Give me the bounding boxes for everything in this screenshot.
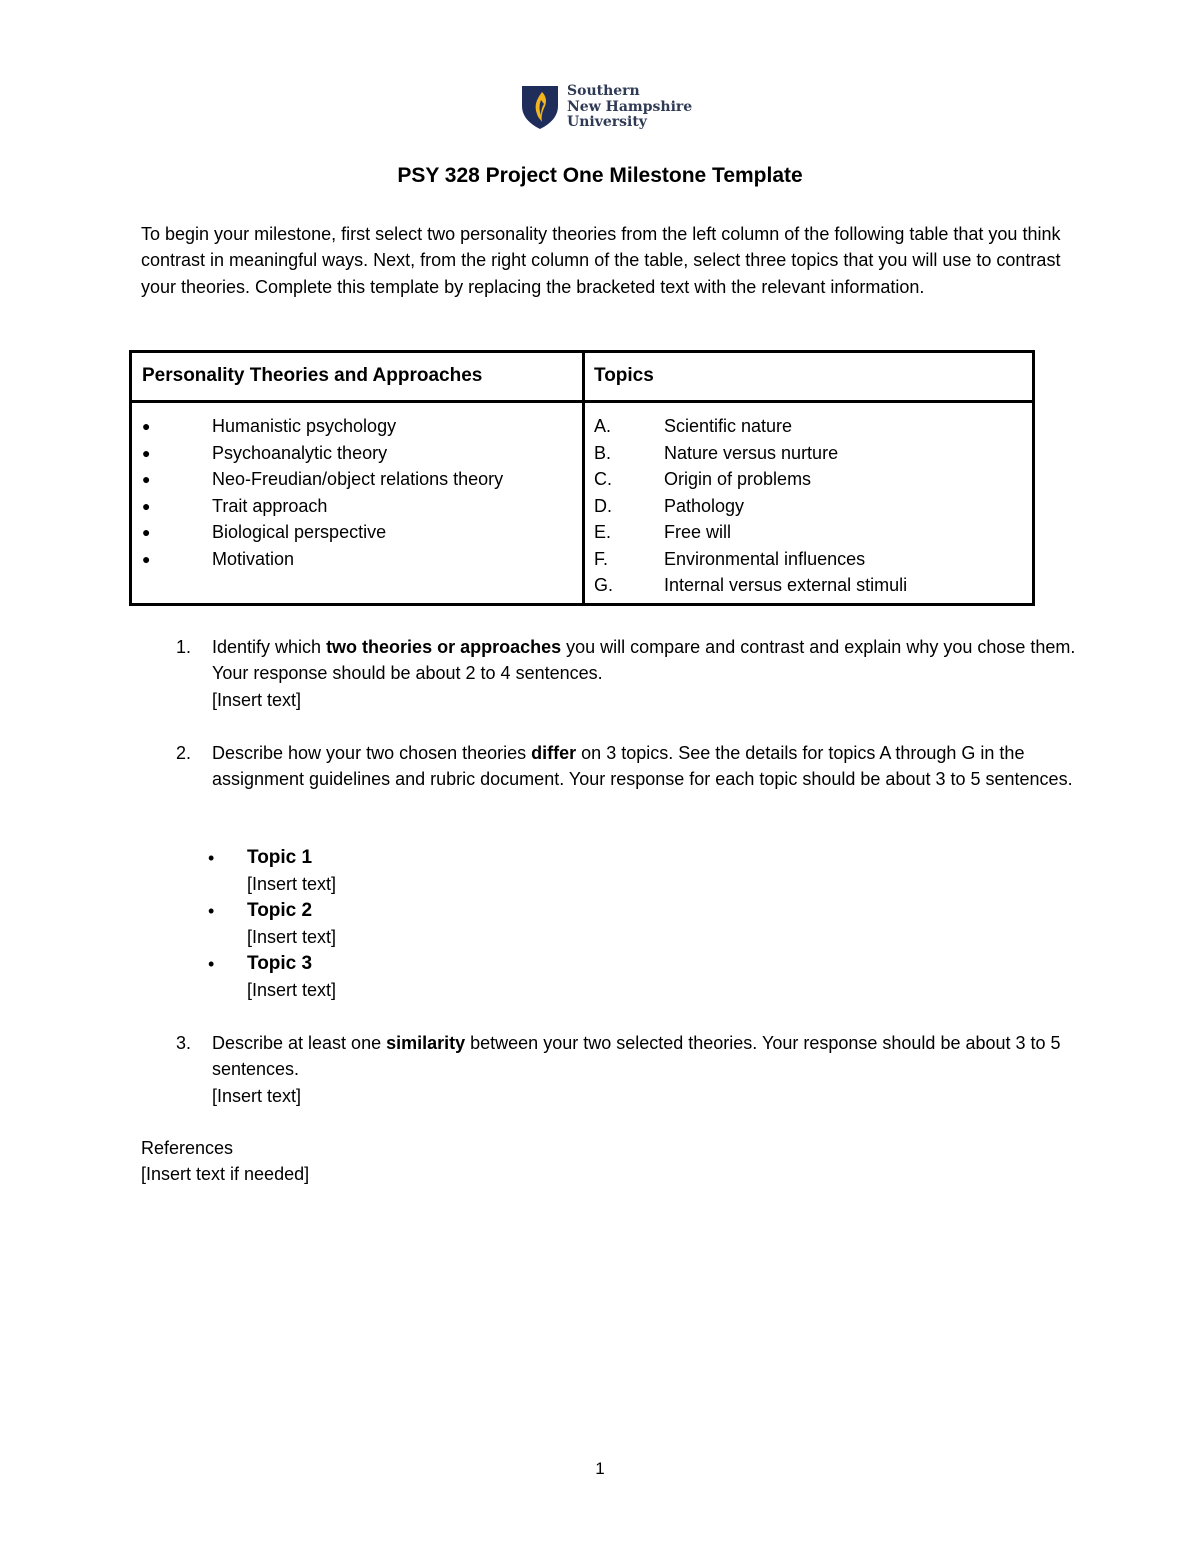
table-header-divider: [132, 400, 1032, 403]
list-item: A. Scientific nature: [594, 416, 793, 436]
insert-text-placeholder[interactable]: [Insert text]: [247, 927, 337, 948]
theories-list: [142, 413, 572, 572]
bullet-icon: ●: [142, 444, 151, 461]
topic-list: [208, 845, 336, 1003]
topics-list: [594, 413, 1024, 599]
bullet-icon: ●: [142, 497, 151, 514]
topic-item: • Topic 3 [Insert text]: [208, 951, 336, 1004]
bullet-icon: ●: [142, 471, 151, 487]
list-item: G. Internal versus external stimuli: [594, 575, 908, 595]
table-header-topics: Topics: [594, 365, 654, 386]
shield-icon: [520, 84, 560, 130]
insert-text-placeholder[interactable]: [Insert text]: [212, 689, 302, 710]
insert-text-placeholder[interactable]: [Insert text]: [247, 980, 337, 1001]
list-item: B. Nature versus nurture: [594, 442, 839, 463]
list-item: ● Motivation: [142, 546, 572, 573]
question-2: 2. Describe how your two chosen theories differ on 3 topics. See the details for topics A through G in the assignment guidelines and rubric document. Your response for each topic should be about 3 to 5 sentences.: [176, 743, 1073, 790]
logo-line-1: Southern: [567, 83, 640, 99]
list-item: ● Humanistic psychology: [142, 413, 572, 440]
references-label: References: [141, 1138, 234, 1158]
list-item: ● Biological perspective: [142, 519, 572, 546]
logo-wordmark: [567, 84, 692, 131]
insert-text-placeholder[interactable]: [Insert text]: [247, 874, 337, 895]
list-item: F. Environmental influences: [594, 548, 866, 569]
list-item: ● Trait approach: [142, 493, 572, 520]
bullet-icon: •: [208, 900, 215, 921]
bullet-icon: ●: [142, 524, 151, 540]
list-item: ● Psychoanalytic theory: [142, 440, 572, 467]
insert-text-placeholder[interactable]: [Insert text]: [212, 1085, 302, 1106]
question-1: 1. Identify which two theories or approaches you will compare and contrast and explain why you chose them. Your response should be about 2 to 4 sentences. [Insert text]: [176, 634, 1076, 713]
table-header-theories: Personality Theories and Approaches: [142, 365, 483, 386]
list-item: C. Origin of problems: [594, 469, 812, 489]
logo-line-2: New Hampshire: [567, 98, 693, 115]
topic-item: • Topic 2 [Insert text]: [208, 898, 336, 951]
insert-text-placeholder[interactable]: [Insert text if needed]: [141, 1164, 310, 1185]
page-title: PSY 328 Project One Milestone Template: [397, 164, 803, 187]
references-section: [141, 1135, 309, 1188]
bullet-icon: ●: [142, 418, 151, 434]
question-3: 3. Describe at least one similarity between your two selected theories. Your response should be about 3 to 5 sentences. [Insert text]: [176, 1030, 1076, 1109]
bullet-icon: ●: [142, 550, 151, 567]
page-number: 1: [595, 1459, 605, 1478]
bullet-icon: •: [208, 848, 215, 868]
logo-line-3: University: [567, 114, 647, 130]
topic-item: • Topic 1 [Insert text]: [208, 845, 336, 898]
university-logo: [520, 83, 693, 134]
list-item: D. Pathology: [594, 495, 745, 516]
table-column-divider: [582, 353, 585, 603]
list-item: ● Neo-Freudian/object relations theory: [142, 466, 572, 493]
list-item: E. Free will: [594, 522, 732, 542]
theories-topics-table: [129, 350, 1035, 606]
intro-paragraph: To begin your milestone, first select two personality theories from the left column of the following table that you think contrast in meaningful ways. Next, from the right column of the table, select three topics that you will use to contrast your theories. Complete this template by replacing the bracketed text with the relevant information.: [141, 224, 1061, 297]
bullet-icon: •: [208, 953, 215, 974]
